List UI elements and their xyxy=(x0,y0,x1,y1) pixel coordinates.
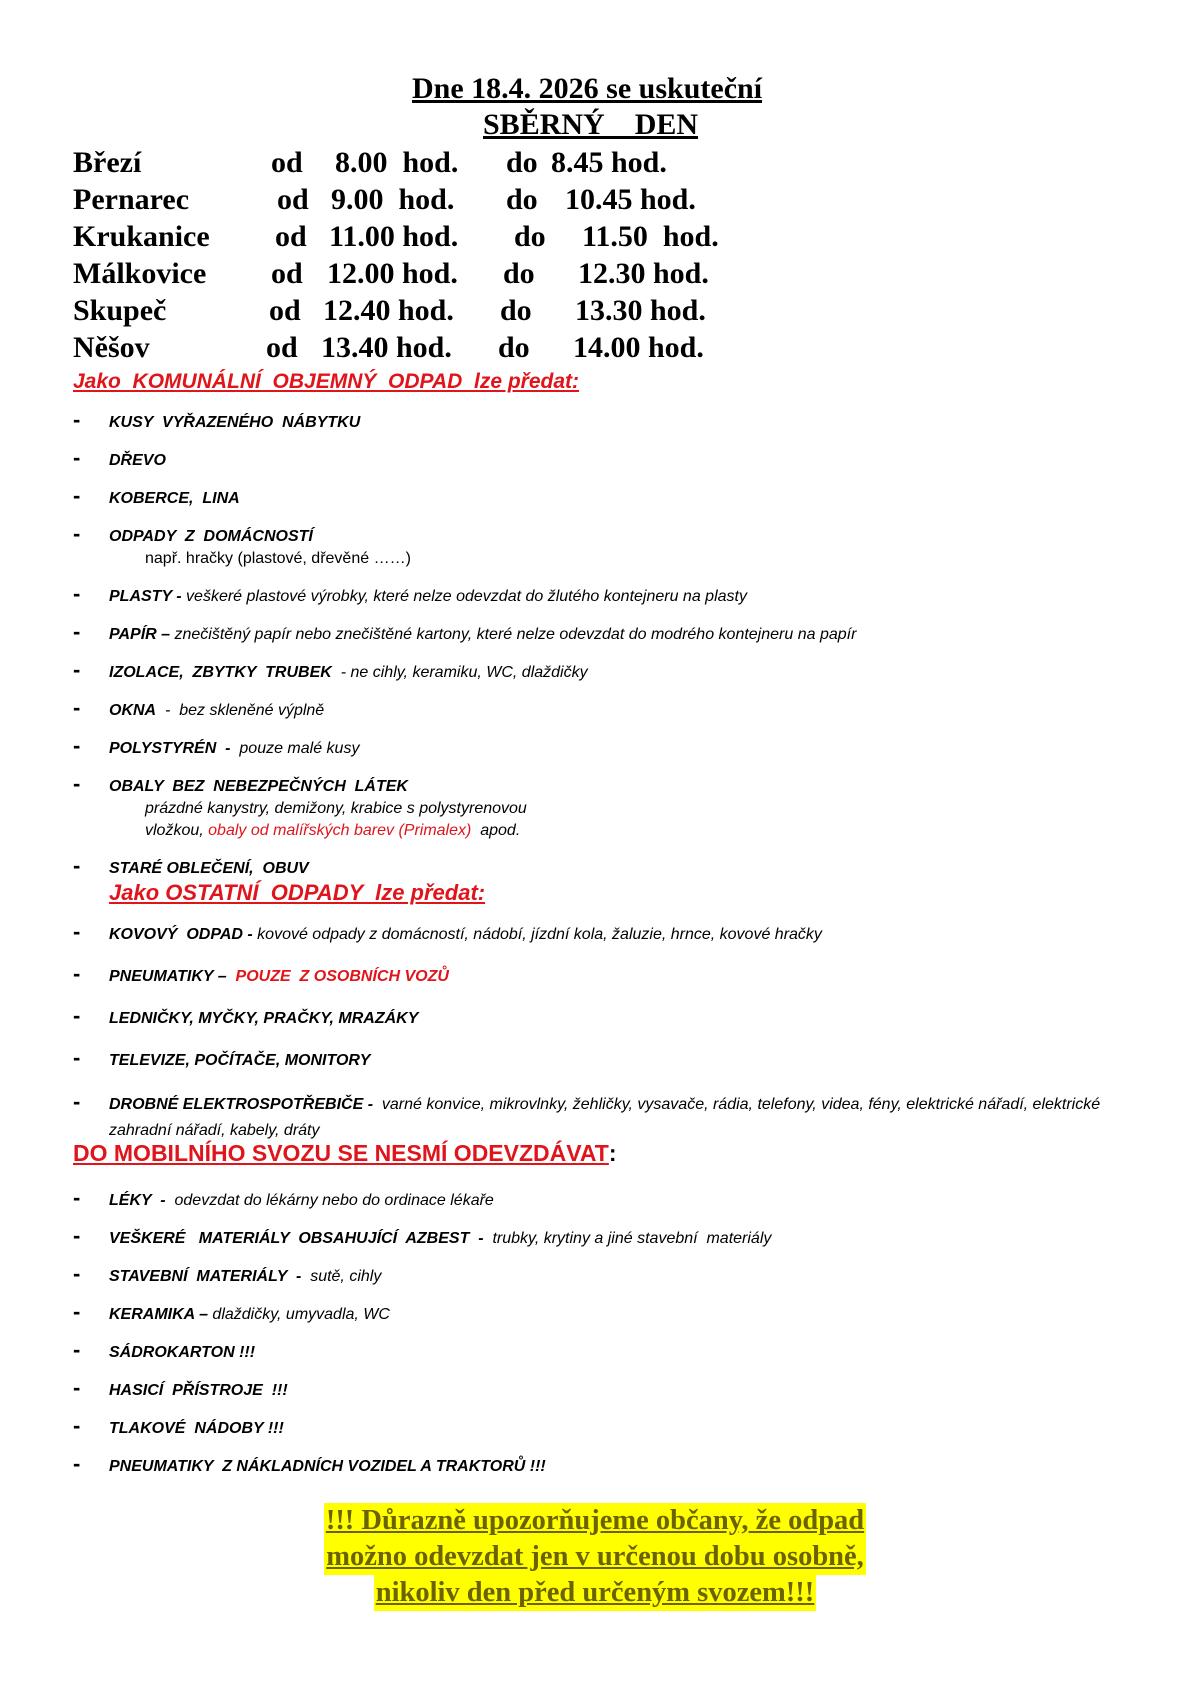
schedule-row xyxy=(73,331,793,368)
dash-bullet: - xyxy=(73,1299,81,1324)
start-time: 9.00 hod. xyxy=(331,183,455,216)
dash-bullet: - xyxy=(73,695,81,720)
list-item xyxy=(73,733,1113,760)
item-name: VEŠKERÉ MATERIÁLY OBSAHUJÍCÍ AZBEST - xyxy=(109,1230,484,1247)
forbidden-heading-colon: : xyxy=(608,1140,617,1166)
list-item xyxy=(73,1299,1113,1326)
schedule-row xyxy=(73,257,793,294)
item-name: LEDNIČKY, MYČKY, PRAČKY, MRAZÁKY xyxy=(109,1010,419,1027)
dash-bullet: - xyxy=(73,1003,81,1028)
bulky-waste-heading: Jako KOMUNÁLNÍ OBJEMNÝ ODPAD lze předat: xyxy=(73,370,580,393)
other-waste-heading: Jako OSTATNÍ ODPADY lze předat: xyxy=(109,880,486,905)
item-name: OKNA xyxy=(109,702,157,719)
item-name: PAPÍR – xyxy=(109,626,171,643)
item-name: DROBNÉ ELEKTROSPOTŘEBIČE - xyxy=(109,1096,374,1113)
list-item xyxy=(73,853,1113,880)
item-description: varné konvice, mikrovlnky, žehličky, vysavače, rádia, telefony, videa, fény, elektrické nářadí, elektrické zahradní nářadí, kabely, dráty xyxy=(109,1096,1105,1139)
village-name: Málkovice xyxy=(73,257,207,290)
dash-bullet: - xyxy=(73,657,81,682)
to-label: do xyxy=(506,183,538,216)
item-name: STARÉ OBLEČENÍ, OBUV xyxy=(109,860,309,877)
list-item xyxy=(73,521,1113,570)
list-item xyxy=(73,1413,1113,1440)
dash-bullet: - xyxy=(73,853,81,878)
list-item xyxy=(73,657,1113,684)
item-name: KUSY VYŘAZENÉHO NÁBYTKU xyxy=(109,414,361,431)
item-name: KOVOVÝ ODPAD - xyxy=(109,926,253,943)
from-label: od xyxy=(266,331,298,364)
forbidden-heading xyxy=(73,1140,617,1167)
item-name: DŘEVO xyxy=(109,452,166,469)
dash-bullet: - xyxy=(73,1223,81,1248)
dash-bullet: - xyxy=(73,961,81,986)
item-name: IZOLACE, ZBYTKY TRUBEK xyxy=(109,664,332,681)
dash-bullet: - xyxy=(73,445,81,470)
to-label: do xyxy=(498,331,530,364)
dash-bullet: - xyxy=(73,733,81,758)
list-item xyxy=(73,581,1113,608)
item-example xyxy=(109,820,1113,842)
end-time: 12.30 hod. xyxy=(578,257,709,290)
village-name: Něšov xyxy=(73,331,150,364)
item-description: trubky, krytiny a jiné stavební materiály xyxy=(483,1230,772,1247)
item-name: ODPADY Z DOMÁCNOSTÍ xyxy=(109,528,313,545)
end-time: 11.50 hod. xyxy=(582,220,719,253)
item-name: KOBERCE, LINA xyxy=(109,490,240,507)
to-label: do xyxy=(506,146,538,179)
item-name: HASICÍ PŘÍSTROJE !!! xyxy=(109,1382,288,1399)
dash-bullet: - xyxy=(73,1045,81,1070)
dash-bullet: - xyxy=(73,619,81,644)
to-label: do xyxy=(514,220,546,253)
item-name: LÉKY - xyxy=(109,1192,166,1209)
item-name: KERAMIKA – xyxy=(109,1306,208,1323)
list-item xyxy=(73,1223,1113,1250)
item-name: STAVEBNÍ MATERIÁLY - xyxy=(109,1268,302,1285)
item-description: kovové odpady z domácností, nádobí, jízdní kola, žaluzie, hrnce, kovové hračky xyxy=(252,926,822,943)
village-name: Krukanice xyxy=(73,220,210,253)
from-label: od xyxy=(271,257,303,290)
item-name: PNEUMATIKY Z NÁKLADNÍCH VOZIDEL A TRAKTORŮ !!! xyxy=(109,1458,546,1475)
end-time: 14.00 hod. xyxy=(573,331,704,364)
dash-bullet: - xyxy=(73,1261,81,1286)
list-item xyxy=(73,1261,1113,1288)
dash-bullet: - xyxy=(73,1089,81,1114)
village-name: Skupeč xyxy=(73,294,167,327)
end-time: 8.45 hod. xyxy=(551,146,667,179)
list-item xyxy=(73,483,1113,510)
warning-notice xyxy=(0,1503,1190,1611)
to-label: do xyxy=(500,294,532,327)
list-item xyxy=(73,1089,1113,1144)
end-time: 13.30 hod. xyxy=(575,294,706,327)
warning-line: !!! Důrazně upozorňujeme občany, že odpad xyxy=(324,1503,866,1539)
item-highlight: POUZE Z OSOBNÍCH VOZŮ xyxy=(235,968,449,985)
list-item xyxy=(73,961,1113,988)
schedule-row xyxy=(73,294,793,331)
item-description: veškeré plastové výrobky, které nelze odevzdat do žlutého kontejneru na plasty xyxy=(181,588,747,605)
item-name: SÁDROKARTON !!! xyxy=(109,1344,256,1361)
start-time: 11.00 hod. xyxy=(329,220,459,253)
list-item xyxy=(73,1337,1113,1364)
end-time: 10.45 hod. xyxy=(565,183,696,216)
start-time: 12.40 hod. xyxy=(323,294,454,327)
item-name: TLAKOVÉ NÁDOBY !!! xyxy=(109,1420,284,1437)
dash-bullet: - xyxy=(73,1451,81,1476)
item-name: OBALY BEZ NEBEZPEČNÝCH LÁTEK xyxy=(109,778,408,795)
schedule-row xyxy=(73,146,793,183)
from-label: od xyxy=(271,146,303,179)
from-label: od xyxy=(269,294,301,327)
item-description: znečištěný papír nebo znečištěné kartony, které nelze odevzdat do modrého kontejneru na papír xyxy=(170,626,857,643)
notice-title: SBĚRNÝ DEN xyxy=(483,108,699,141)
village-name: Pernarec xyxy=(73,183,190,216)
dash-bullet: - xyxy=(73,1185,81,1210)
list-item xyxy=(73,1375,1113,1402)
dash-bullet: - xyxy=(73,521,81,546)
item-name: POLYSTYRÉN - xyxy=(109,740,231,757)
warning-line: nikoliv den před určeným svozem!!! xyxy=(374,1575,817,1611)
start-time: 8.00 hod. xyxy=(335,146,459,179)
item-description: odevzdat do lékárny nebo do ordinace lékaře xyxy=(165,1192,494,1209)
item-example: např. hračky (plastové, dřevěné ……) xyxy=(145,550,411,567)
dash-bullet: - xyxy=(73,1413,81,1438)
list-item xyxy=(73,695,1113,722)
schedule-row xyxy=(73,183,793,220)
village-name: Březí xyxy=(73,146,142,179)
dash-bullet: - xyxy=(73,581,81,606)
dash-bullet: - xyxy=(73,1375,81,1400)
from-label: od xyxy=(275,220,307,253)
dash-bullet: - xyxy=(73,1337,81,1362)
dash-bullet: - xyxy=(73,771,81,796)
list-item xyxy=(73,1003,1113,1030)
list-item xyxy=(73,1451,1113,1478)
start-time: 12.00 hod. xyxy=(327,257,458,290)
item-description: - ne cihly, keramiku, WC, dlaždičky xyxy=(331,664,588,681)
warning-line: možno odevzdat jen v určenou dobu osobně, xyxy=(324,1539,866,1575)
item-description: dlaždičky, umyvadla, WC xyxy=(207,1306,390,1323)
list-item xyxy=(73,919,1113,946)
dash-bullet: - xyxy=(73,407,81,432)
dash-bullet: - xyxy=(73,919,81,944)
list-item xyxy=(73,771,1113,842)
start-time: 13.40 hod. xyxy=(321,331,452,364)
to-label: do xyxy=(503,257,535,290)
list-item xyxy=(73,1185,1113,1212)
dash-bullet: - xyxy=(73,483,81,508)
item-name: PNEUMATIKY – xyxy=(109,968,227,985)
item-example-highlight: obaly od malířských barev (Primalex) xyxy=(208,822,472,839)
item-name: TELEVIZE, POČÍTAČE, MONITORY xyxy=(109,1052,371,1069)
item-example: prázdné kanystry, demižony, krabice s polystyrenovou xyxy=(145,800,527,817)
schedule-row xyxy=(73,220,793,257)
item-name: PLASTY - xyxy=(109,588,182,605)
list-item xyxy=(73,407,1113,434)
list-item xyxy=(73,1045,1113,1072)
list-item xyxy=(73,445,1113,472)
schedule-table xyxy=(73,146,793,368)
notice-date-heading: Dne 18.4. 2026 se uskuteční xyxy=(412,72,763,105)
from-label: od xyxy=(277,183,309,216)
item-description: - bez skleněné výplně xyxy=(156,702,325,719)
forbidden-heading-text: DO MOBILNÍHO SVOZU SE NESMÍ ODEVZDÁVAT xyxy=(73,1140,609,1166)
item-example-text: apod. xyxy=(471,822,521,839)
item-example-text: vložkou, xyxy=(145,822,209,839)
item-description: sutě, cihly xyxy=(301,1268,382,1285)
item-description: pouze malé kusy xyxy=(230,740,360,757)
list-item xyxy=(73,619,1113,646)
